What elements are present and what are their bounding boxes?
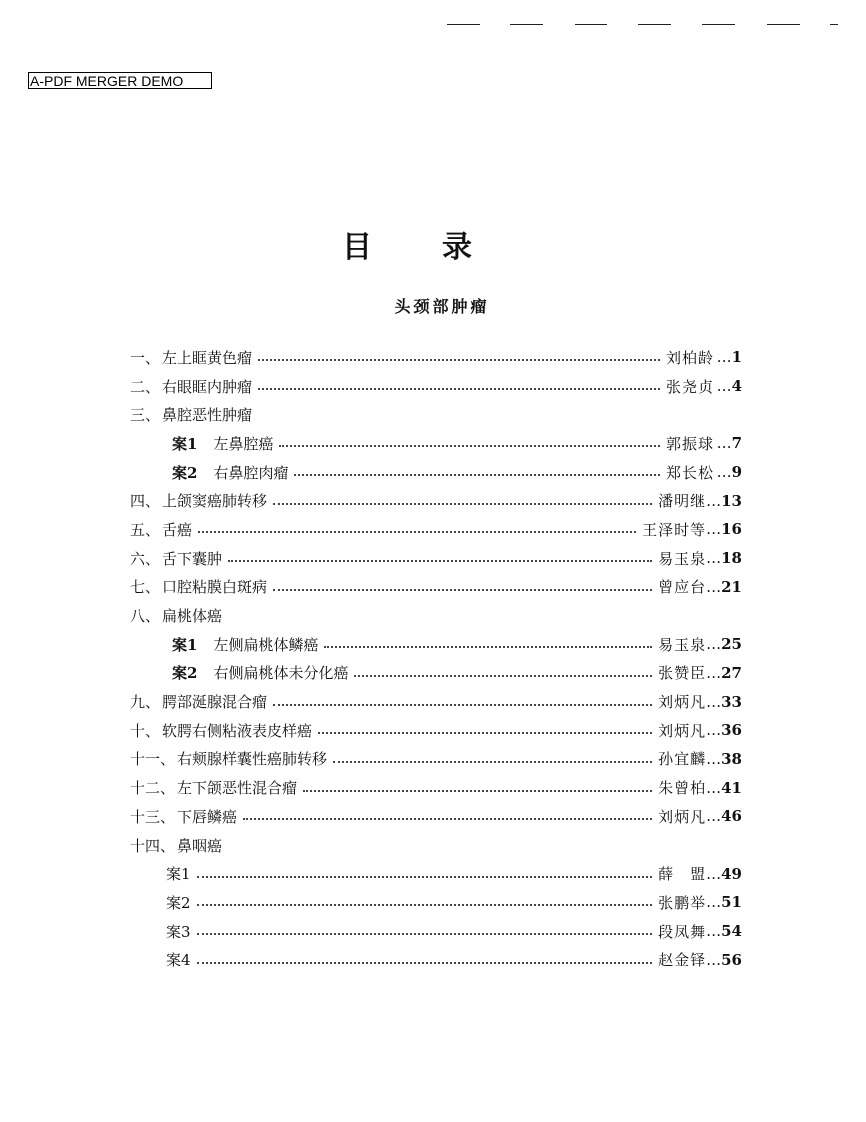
entry-number: 十、	[130, 721, 161, 740]
entry-author: 潘明继	[658, 492, 707, 511]
toc-entry[interactable]	[130, 888, 742, 917]
toc-entry[interactable]	[130, 831, 742, 860]
entry-author: 张赞臣	[658, 664, 707, 683]
page-number: … 56	[706, 951, 742, 969]
dot-leader	[197, 962, 653, 964]
entry-author: 易玉泉	[658, 549, 707, 568]
entry-number: 三、	[130, 406, 161, 425]
entry-title: 案3	[166, 922, 191, 941]
toc-entry[interactable]	[130, 917, 742, 946]
dot-leader	[273, 503, 652, 505]
entry-title: 案1	[166, 865, 191, 884]
entry-title: 案2	[166, 893, 191, 912]
entry-title: 扁桃体癌	[162, 607, 223, 626]
dot-leader	[258, 359, 660, 361]
entry-title: 舌下囊肿	[162, 549, 223, 568]
entry-title: 软腭右侧粘液表皮样癌	[162, 721, 313, 740]
page-number: … 25	[706, 635, 742, 653]
entry-author: 易玉泉	[658, 635, 707, 654]
toc-entry[interactable]	[130, 802, 742, 831]
entry-author: 刘柏龄	[665, 348, 714, 367]
entry-author: 张鹏举	[658, 893, 707, 912]
toc-entry[interactable]	[130, 544, 742, 573]
entry-number: 四、	[130, 492, 161, 511]
entry-title: 左下颌恶性混合瘤	[177, 779, 298, 798]
page-title: 目录	[342, 230, 542, 265]
page-number: … 13	[706, 492, 742, 510]
entry-author: 曾应台	[658, 578, 707, 597]
entry-title: 左鼻腔癌	[213, 434, 274, 453]
toc-entry[interactable]	[130, 429, 742, 458]
toc-entry[interactable]	[130, 372, 742, 401]
page-number: … 33	[706, 693, 742, 711]
scan-line	[638, 24, 671, 25]
entry-author: 刘炳凡	[658, 693, 707, 712]
entry-title: 口腔粘膜白斑病	[162, 578, 268, 597]
entry-author: 孙宜麟	[658, 750, 707, 769]
scan-line	[447, 24, 480, 25]
toc-entry[interactable]	[130, 601, 742, 630]
entry-title: 案4	[166, 951, 191, 970]
page-number: … 21	[706, 578, 742, 596]
entry-title: 右鼻腔肉瘤	[213, 463, 289, 482]
case-label: 案2	[172, 463, 198, 482]
page-number: … 36	[706, 721, 742, 739]
dot-leader	[273, 589, 652, 591]
page-number: … 49	[706, 865, 742, 883]
dot-leader	[228, 560, 652, 562]
page-number: … 51	[706, 893, 742, 911]
entry-number: 十三、	[130, 807, 176, 826]
toc-entry[interactable]	[130, 515, 742, 544]
dot-leader	[318, 732, 652, 734]
entry-author: 王泽时等	[642, 520, 707, 539]
dot-leader	[197, 933, 653, 935]
toc-entry[interactable]	[130, 859, 742, 888]
toc-entry[interactable]	[130, 659, 742, 688]
dot-leader	[303, 790, 652, 792]
entry-author: 刘炳凡	[658, 721, 707, 740]
entry-title: 右侧扁桃体未分化癌	[213, 664, 349, 683]
scan-line	[575, 24, 607, 25]
entry-number: 八、	[130, 607, 161, 626]
page-number: … 46	[706, 807, 742, 825]
entry-title: 舌癌	[162, 520, 193, 539]
entry-title: 下唇鳞癌	[177, 807, 238, 826]
entry-number: 六、	[130, 549, 161, 568]
toc-entry[interactable]	[130, 687, 742, 716]
dot-leader	[354, 675, 652, 677]
entry-title: 上颌窦癌肺转移	[162, 492, 268, 511]
page-number: … 4	[714, 377, 742, 395]
section-title: 头颈部肿瘤	[394, 297, 490, 316]
entry-title: 腭部涎腺混合瘤	[162, 693, 268, 712]
entry-title: 鼻腔恶性肿瘤	[162, 406, 253, 425]
entry-author: 赵金铎	[658, 951, 707, 970]
scan-line	[510, 24, 543, 25]
case-label: 案2	[172, 664, 198, 683]
entry-number: 十一、	[130, 750, 176, 769]
toc-entry[interactable]	[130, 630, 742, 659]
page-number: … 54	[706, 922, 742, 940]
entry-author: 段凤舞	[658, 922, 707, 941]
dot-leader	[197, 904, 653, 906]
entry-number: 十二、	[130, 779, 176, 798]
page-number: … 38	[706, 750, 742, 768]
table-of-contents	[130, 343, 742, 974]
dot-leader	[333, 761, 652, 763]
dot-leader	[258, 388, 660, 390]
entry-author: 刘炳凡	[658, 807, 707, 826]
dot-leader	[197, 876, 653, 878]
dot-leader	[243, 818, 652, 820]
toc-entry[interactable]	[130, 400, 742, 429]
entry-number: 五、	[130, 520, 161, 539]
entry-author: 朱曾柏	[658, 779, 707, 798]
entry-number: 一、	[130, 348, 161, 367]
toc-entry[interactable]	[130, 458, 742, 487]
page-number: … 41	[706, 779, 742, 797]
case-label: 案1	[172, 635, 198, 654]
entry-title: 右颊腺样囊性癌肺转移	[177, 750, 328, 769]
page-number: … 18	[706, 549, 742, 567]
scan-line	[767, 24, 800, 25]
entry-number: 七、	[130, 578, 161, 597]
page-number: … 16	[706, 520, 742, 538]
dot-leader	[198, 531, 636, 533]
dot-leader	[294, 474, 660, 476]
toc-entry[interactable]	[130, 773, 742, 802]
toc-entry[interactable]	[130, 945, 742, 974]
entry-number: 十四、	[130, 836, 176, 855]
entry-author: 薛 盟	[658, 865, 707, 884]
entry-author: 张尧贞	[665, 377, 714, 396]
toc-entry[interactable]	[130, 745, 742, 774]
toc-entry[interactable]	[130, 716, 742, 745]
dot-leader	[279, 445, 660, 447]
entry-number: 二、	[130, 377, 161, 396]
page-number: … 7	[714, 434, 742, 452]
watermark: A-PDF MERGER DEMO	[28, 72, 212, 89]
entry-title: 左侧扁桃体鳞癌	[213, 635, 319, 654]
toc-entry[interactable]	[130, 573, 742, 602]
scan-line	[830, 24, 838, 25]
page-number: … 1	[714, 348, 742, 366]
page-number: … 27	[706, 664, 742, 682]
case-label: 案1	[172, 434, 198, 453]
entry-title: 鼻咽癌	[177, 836, 223, 855]
entry-author: 郑长松	[665, 463, 714, 482]
entry-title: 右眼眶内肿瘤	[162, 377, 253, 396]
dot-leader	[324, 646, 652, 648]
entry-author: 郭振球	[665, 434, 714, 453]
toc-entry[interactable]	[130, 343, 742, 372]
entry-title: 左上眶黄色瘤	[162, 348, 253, 367]
dot-leader	[273, 704, 652, 706]
scan-line	[702, 24, 735, 25]
page-number: … 9	[714, 463, 742, 481]
entry-number: 九、	[130, 693, 161, 712]
toc-entry[interactable]	[130, 486, 742, 515]
